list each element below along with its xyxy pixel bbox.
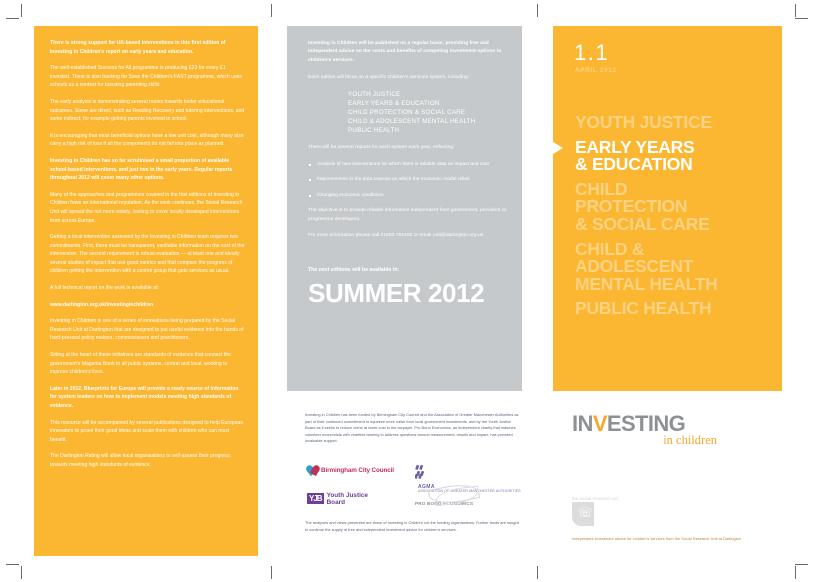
left-paragraph-9: Investing in Children is one of a series of innovations being prepared by the Social Research Unit at Dartington that are designed to put useful evidence into the hands of hard-pressed policy makers, commissioners and practitioners.: [50, 318, 244, 342]
cover-system-4[interactable]: [575, 300, 774, 318]
cover-system-2[interactable]: [575, 178, 774, 234]
crop-mark-bottom-right-v: [795, 566, 796, 579]
crop-mark-top-mid-v: [271, 4, 272, 17]
system-list-item-3: CHILD & ADOLESCENT MENTAL HEALTH: [348, 118, 476, 126]
next-editions-label: The next editions will be available in:: [308, 267, 400, 274]
funder-logo-grid: [305, 462, 521, 514]
crop-mark-top-right-v: [795, 4, 796, 17]
funding-note: Investing in Children has been funded by Birmingham City Council and the Association of Greater Manchester Authorities as part of their continued commitment to squeeze more value from local government investments, and by the Youth Justice Board as it seeks to reduce crime at lower cost to the taxpayer. Pro Bono Economics, an independent charity that matches volunteer economists with charities wishing to address questions around measurement, results and impact, has provided invaluable support.: [305, 412, 519, 444]
system-list-item-2: CHILD PROTECTION & SOCIAL CARE: [348, 109, 466, 117]
cover-system-label-4: PUBLIC HEALTH: [575, 298, 712, 319]
disclaimer-wrap: [305, 520, 521, 539]
system-list-item-4: PUBLIC HEALTH: [348, 127, 400, 135]
social-research-unit-logo: [572, 496, 632, 526]
logo-pro-bono-economics[interactable]: [415, 492, 473, 510]
left-paragraph-5: Many of the approaches and programmes covered in the first editions of Investing in Children have an international reputation. As the work continues, the Social Research Unit will spread the net more widely, looking to cover locally developed interventions from across Europe.: [50, 191, 243, 224]
report-bullet-1: Improvements in the data sources on which the economic model relies: [308, 176, 508, 184]
middle-footer: [305, 412, 521, 532]
reports-bullet-list: [308, 161, 508, 200]
logo-yjb-line2: Board: [326, 498, 346, 506]
sru-name: the social research unit: [572, 496, 619, 501]
heart-icon: [307, 465, 320, 476]
logo-birmingham-label: Birmingham City Council: [321, 467, 394, 475]
cover-system-list: [575, 114, 774, 325]
issue-number: 1.1: [574, 40, 610, 65]
left-paragraph-13: The Dartington Rating will allow local organisations to self-assess their progress towards meeting high standards of evidence.: [50, 453, 231, 468]
crop-mark-bottom-right-h: [795, 564, 808, 565]
person-icon: ☏: [577, 505, 594, 520]
cover-system-label-0: YOUTH JUSTICE: [575, 112, 712, 132]
investing-in-children-logo: [572, 412, 787, 454]
each-edition-paragraph: Each edition will focus on a specific children's services system, including:: [308, 74, 470, 80]
crop-mark-top-right-h: [795, 18, 808, 19]
left-paragraph-8: www.dartington.org.uk/investinginchildren: [50, 301, 154, 308]
agma-dots-icon: [415, 463, 432, 480]
crop-mark-top-mid2-v: [537, 4, 538, 17]
yjb-monogram-icon: YJB: [309, 494, 322, 504]
logo-yjb-line1: Youth Justice: [326, 491, 368, 499]
right-footer: [572, 411, 787, 541]
left-paragraph-11: Later in 2012, Blueprints for Europe will provide a ready source of information for system leaders on how to implement models meeting high standards of evidence.: [50, 385, 239, 409]
crop-mark-bottom-mid2-v: [537, 566, 538, 579]
left-panel-body: [50, 39, 245, 478]
report-bullet-2: Changing economic conditions: [308, 192, 508, 200]
cover-system-label-3: CHILD & ADOLESCENT MENTAL HEALTH: [575, 238, 718, 294]
logo-agma-small: ASSOCIATION OF GREATER MANCHESTER AUTHORITIES: [418, 489, 521, 494]
left-paragraph-0: There is strong support for UK-based interventions in this first edition of Investing in Children's report on early years and education.: [50, 40, 226, 55]
disclaimer-note: The analyses and views presented are those of Investing in Children not the funding organisations. Further funds are sought to continue the supply of free and independent investment advice for children's services.: [305, 520, 519, 532]
logo-pbe-label: PRO BONO ECONOMICS: [415, 501, 474, 506]
logo-wordmark-v: V: [592, 411, 607, 436]
logo-youth-justice-board[interactable]: [307, 490, 368, 508]
logo-wordmark-in: IN: [572, 411, 593, 436]
system-list-item-1: EARLY YEARS & EDUCATION: [348, 100, 440, 108]
middle-about-panel: [287, 26, 522, 391]
left-paragraph-1: The well-established Success for All programme is producing £23 for every £1 invested. There is also backing for Save the Children's FAST programme, which uses schools as a context for boosting parenting skills.: [50, 65, 242, 89]
arrow-right-icon: [553, 142, 563, 154]
crop-mark-top-left-v: [21, 4, 22, 17]
cover-system-label-2: CHILD PROTECTION & SOCIAL CARE: [575, 178, 710, 234]
left-paragraph-3: It is encouraging that most beneficial options have a low unit cost, although many also carry a high risk of loss if all the components do not fall into place as planned.: [50, 132, 244, 148]
middle-panel-body: [308, 40, 508, 307]
logo-yjb-label: [327, 492, 368, 506]
issue-date: APRIL 2012: [575, 68, 617, 74]
footer-caption: Independent investment advice for children's services from the Social Research Unit at Dartington: [572, 537, 742, 541]
spacer: [308, 249, 508, 267]
left-paragraph-4: Investing in Children has so far scrutinised a small proportion of available school-based interventions, and just two in the early years. Regular reports throughout 2012 will cover many other options.: [50, 157, 233, 182]
cover-system-1[interactable]: [575, 136, 774, 175]
contact-paragraph: For more information please call 01803 762400 or email unit@dartington.org.uk: [308, 233, 484, 239]
report-bullet-0: Analysis of new interventions for which there is reliable data on impact and cost: [308, 161, 508, 169]
left-paragraph-2: The early analysis is demonstrating several routes towards better educational outcomes. Some are direct, such as Reading Recovery and tutoring interventions, and some indirect, for example getting parents involved in school.: [50, 98, 245, 123]
system-list-item-0: YOUTH JUSTICE: [348, 91, 401, 99]
left-paragraph-6: Getting a local intervention assessed by the Investing in Children team requires two commitments. First, there must be transparent, verifiable information on the cost of the intervention. The second requirement is robust evaluation — at least one and ideally several studies of impact that use good metrics and that compare the progress of children getting the intervention with a control group that gets services as usual.: [50, 234, 245, 275]
crop-mark-bottom-mid-v: [271, 566, 272, 579]
logo-subtitle: in children: [663, 433, 717, 447]
logo-wordmark-esting: ESTING: [606, 411, 686, 436]
crop-mark-bottom-left-h: [6, 564, 19, 565]
left-editorial-panel: [34, 26, 258, 556]
logo-wordmark: [572, 412, 787, 435]
intro-paragraph: Investing in Children will be published on a regular basis, providing free and independent advice on the costs and benefits of competing investment options in children's services.: [308, 41, 502, 63]
cover-system-0[interactable]: [575, 114, 774, 132]
crop-mark-top-left-h: [6, 18, 19, 19]
logo-birmingham-city-council[interactable]: [307, 462, 394, 480]
cover-system-3[interactable]: [575, 238, 774, 294]
sru-mark-icon: [572, 502, 594, 526]
objective-paragraph: The objective is to provide reliable information independent from government, providers or programme developers.: [308, 208, 507, 222]
next-edition-value: SUMMER 2012: [308, 278, 485, 309]
system-list: [308, 90, 508, 135]
crop-mark-bottom-left-v: [21, 566, 22, 579]
left-paragraph-7: A full technical report on the work is available at:: [50, 285, 159, 292]
right-cover-panel: [553, 26, 782, 391]
reports-intro-paragraph: There will be several reports for each system each year, reflecting:: [308, 144, 455, 150]
cover-system-label-1: EARLY YEARS & EDUCATION: [575, 136, 695, 175]
left-paragraph-10: Sitting at the heart of these initiatives are standards of evidence that connect the government's Magenta Book to all public systems, central and local, working to improve children's lives.: [50, 352, 231, 376]
left-paragraph-12: This resource will be accompanied by several publications designed to help European innovators to prove their good ideas and scale them with children who can most benefit.: [50, 419, 244, 443]
logo-agma-big: AGMA: [418, 484, 435, 490]
